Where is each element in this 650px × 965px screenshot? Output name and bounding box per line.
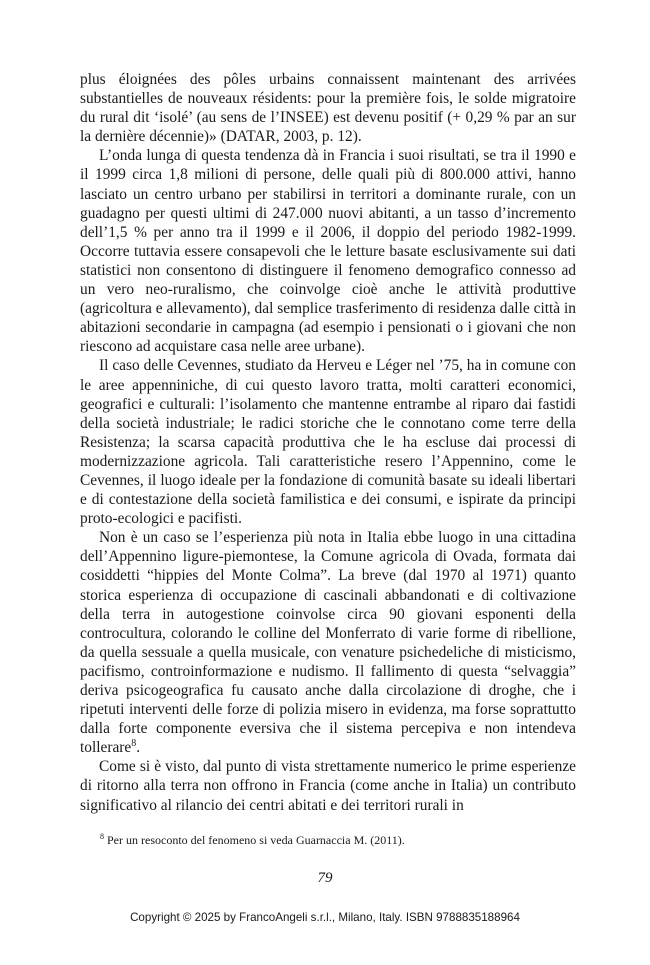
paragraph: Il caso delle Cevennes, studiato da Herveu e Léger nel ’75, ha in comune con le aree appenniniche, di cui questo lavoro tratta, molti caratteri economici, geografici e culturali: l’isolamento che mantenne entrambe al riparo dai fastidi della società industriale; le radici storiche che le connotano come terre della Resistenza; la scarsa capacità produttiva che le ha escluse dai processi di modernizzazione agricola. Tali caratteristiche resero l’Appennino, come le Cevennes, il luogo ideale per la fondazione di comunità basate su ideali libertari e di contestazione della società familistica e dei consumi, e ispirate da principi proto-ecologici e pacifisti.: [80, 357, 576, 528]
paragraph: [80, 528, 576, 757]
paragraph: L’onda lunga di questa tendenza dà in Francia i suoi risultati, se tra il 1990 e il 1999 circa 1,8 milioni di persone, delle quali più di 800.000 attivi, hanno lasciato un centro urbano per stabilirsi in territori a dominante rurale, con un guadagno per questi ultimi di 247.000 nuovi abitanti, a un tasso d’incremento dell’1,5 % per anno tra il 1999 e il 2006, il doppio del periodo 1982-1999. Occorre tuttavia essere consapevoli che le letture basate esclusivamente sui dati statistici non consentono di distinguere il fenomeno demografico connesso ad un vero neo-ruralismo, che coinvolge cioè anche le attività produttive (agricoltura e allevamento), dal semplice trasferimento di residenza dalle città in abitazioni secondarie in campagna (ad esempio i pensionati o i giovani che non riescono ad acquistare casa nelle aree urbane).: [80, 147, 576, 356]
page-number: 79: [317, 870, 333, 886]
footnote-text: Per un resoconto del fenomeno si veda Guarnaccia M. (2011).: [104, 833, 405, 847]
copyright-notice: Copyright © 2025 by FrancoAngeli s.r.l., Milano, Italy. ISBN 9788835188964: [130, 911, 520, 924]
paragraph-end-punctuation: .: [136, 739, 141, 757]
paragraph-text: Non è un caso se l’esperienza più nota in Italia ebbe luogo in una cittadina dell’Appennino ligure-piemontese, la Comune agricola di Ovada, formata dai cosiddetti “hippies del Monte Colma”. La breve (dal 1970 al 1971) quanto storica esperienza di occupazione di cascinali abbandonati e di coltivazione della terra in autogestione coinvolse circa 90 giovani esponenti della controcultura, colorando le colline del Monferrato di varie forme di ribellione, da quella sessuale a quella musicale, con venature psichedeliche di misticismo, pacifismo, controinformazione e nudismo. Il fallimento di questa “selvaggia” deriva psicogeografica fu causato anche dalla circolazione di droghe, che i ripetuti interventi delle forze di polizia misero in evidenza, ma forse soprattutto dalla forte componente eversiva che il sistema percepiva e non intendeva tollerare: [80, 529, 576, 757]
body-text: [80, 70, 576, 815]
footnote-reference[interactable]: 8: [131, 738, 137, 750]
footnote: [100, 829, 576, 848]
paragraph: plus éloignées des pôles urbains connaissent maintenant des arrivées substantielles de nouveaux résidents: pour la première fois, le solde migratoire du rural dit ‘isolé’ (au sens de l’INSEE) est devenu positif (+ 0,29 % par an sur la dernière décennie)» (DATAR, 2003, p. 12).: [80, 71, 576, 146]
paragraph: Come si è visto, dal punto di vista strettamente numerico le prime esperienze di ritorno alla terra non offrono in Francia (come anche in Italia) un contributo significativo al rilancio dei centri abitati e dei territori rurali in: [80, 758, 576, 814]
footnote-number: 8: [100, 832, 104, 841]
